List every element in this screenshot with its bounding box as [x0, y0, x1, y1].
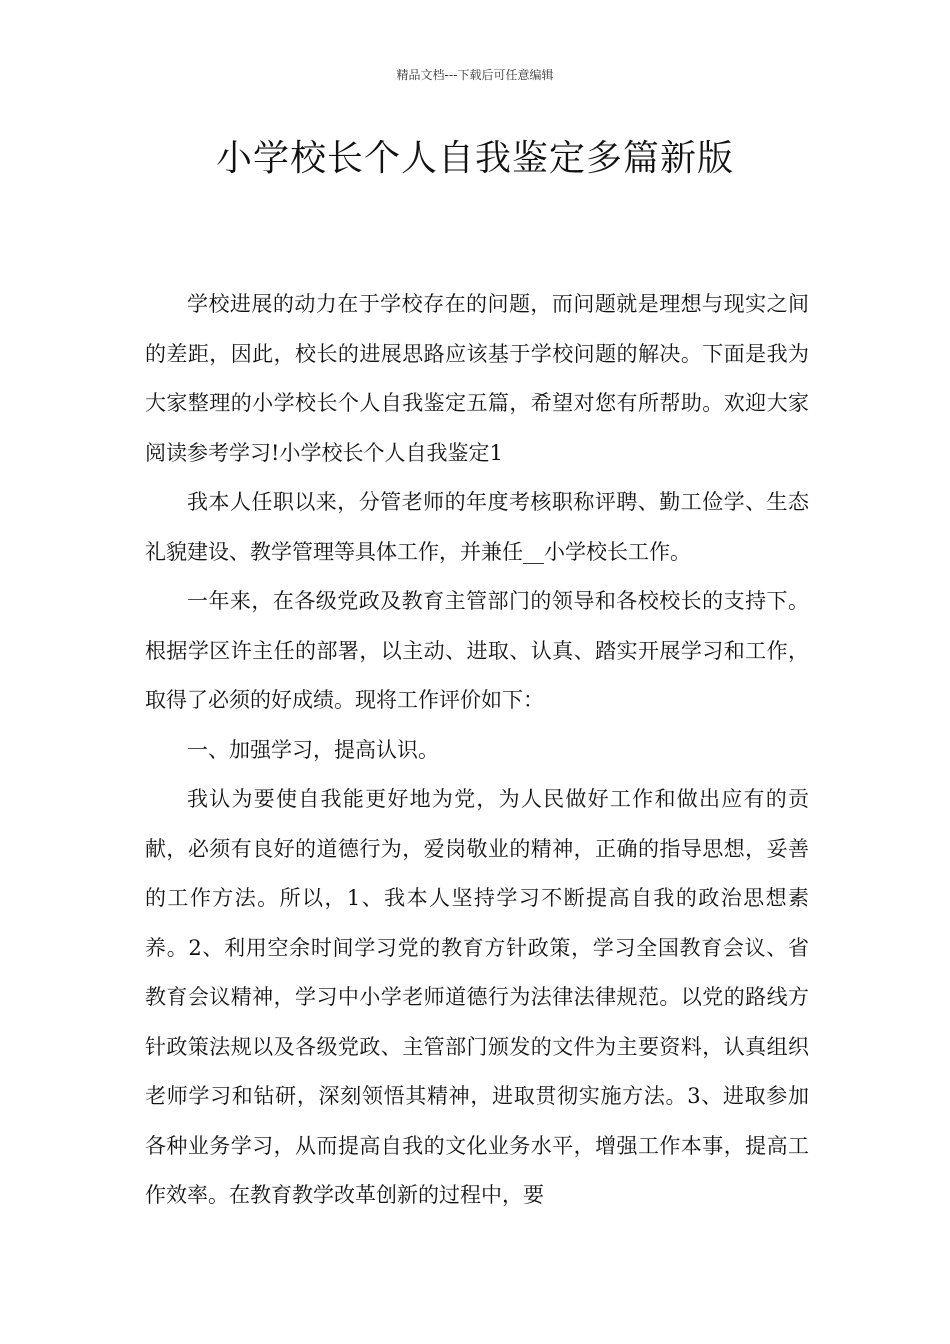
body-paragraph: 我认为要使自我能更好地为党，为人民做好工作和做出应有的贡献，必须有良好的道德行为，爱岗敬业的精神，正确的指导思想，妥善的工作方法。所以，1、我本人坚持学习不断提高自我的政治思想素养。2、利用空余时间学习党的教育方针政策，学习全国教育会议、省教育会议精神，学习中小学老师道德行为法律法律规范。以党的路线方针政策法规以及各级党政、主管部门颁发的文件为主要资料，认真组织老师学习和钻研，深刻领悟其精神，进取贯彻实施方法。3、进取参加各种业务学习，从而提高自我的文化业务水平，增强工作本事，提高工作效率。在教育教学改革创新的过程中，要 [145, 787, 809, 1207]
header-note: 精品文档---下载后可任意编辑 [396, 68, 554, 82]
body-paragraph: 一年来，在各级党政及教育主管部门的领导和各校校长的支持下。根据学区许主任的部署，以主动、进取、认真、踏实开展学习和工作，取得了必须的好成绩。现将工作评价如下： [145, 589, 809, 712]
document-title: 小学校长个人自我鉴定多篇新版 [215, 138, 734, 179]
document-body [145, 280, 809, 1221]
section-heading: 一、加强学习，提高认识。 [187, 737, 439, 762]
body-paragraph: 学校进展的动力在于学校存在的问题，而问题就是理想与现实之间的差距，因此，校长的进展思路应该基于学校问题的解决。下面是我为大家整理的小学校长个人自我鉴定五篇，希望对您有所帮助。欢迎大家阅读参考学习!小学校长个人自我鉴定1 [145, 292, 809, 465]
body-paragraph: 我本人任职以来，分管老师的年度考核职称评聘、勤工俭学、生态礼貌建设、教学管理等具体工作，并兼任__小学校长工作。 [145, 490, 809, 564]
